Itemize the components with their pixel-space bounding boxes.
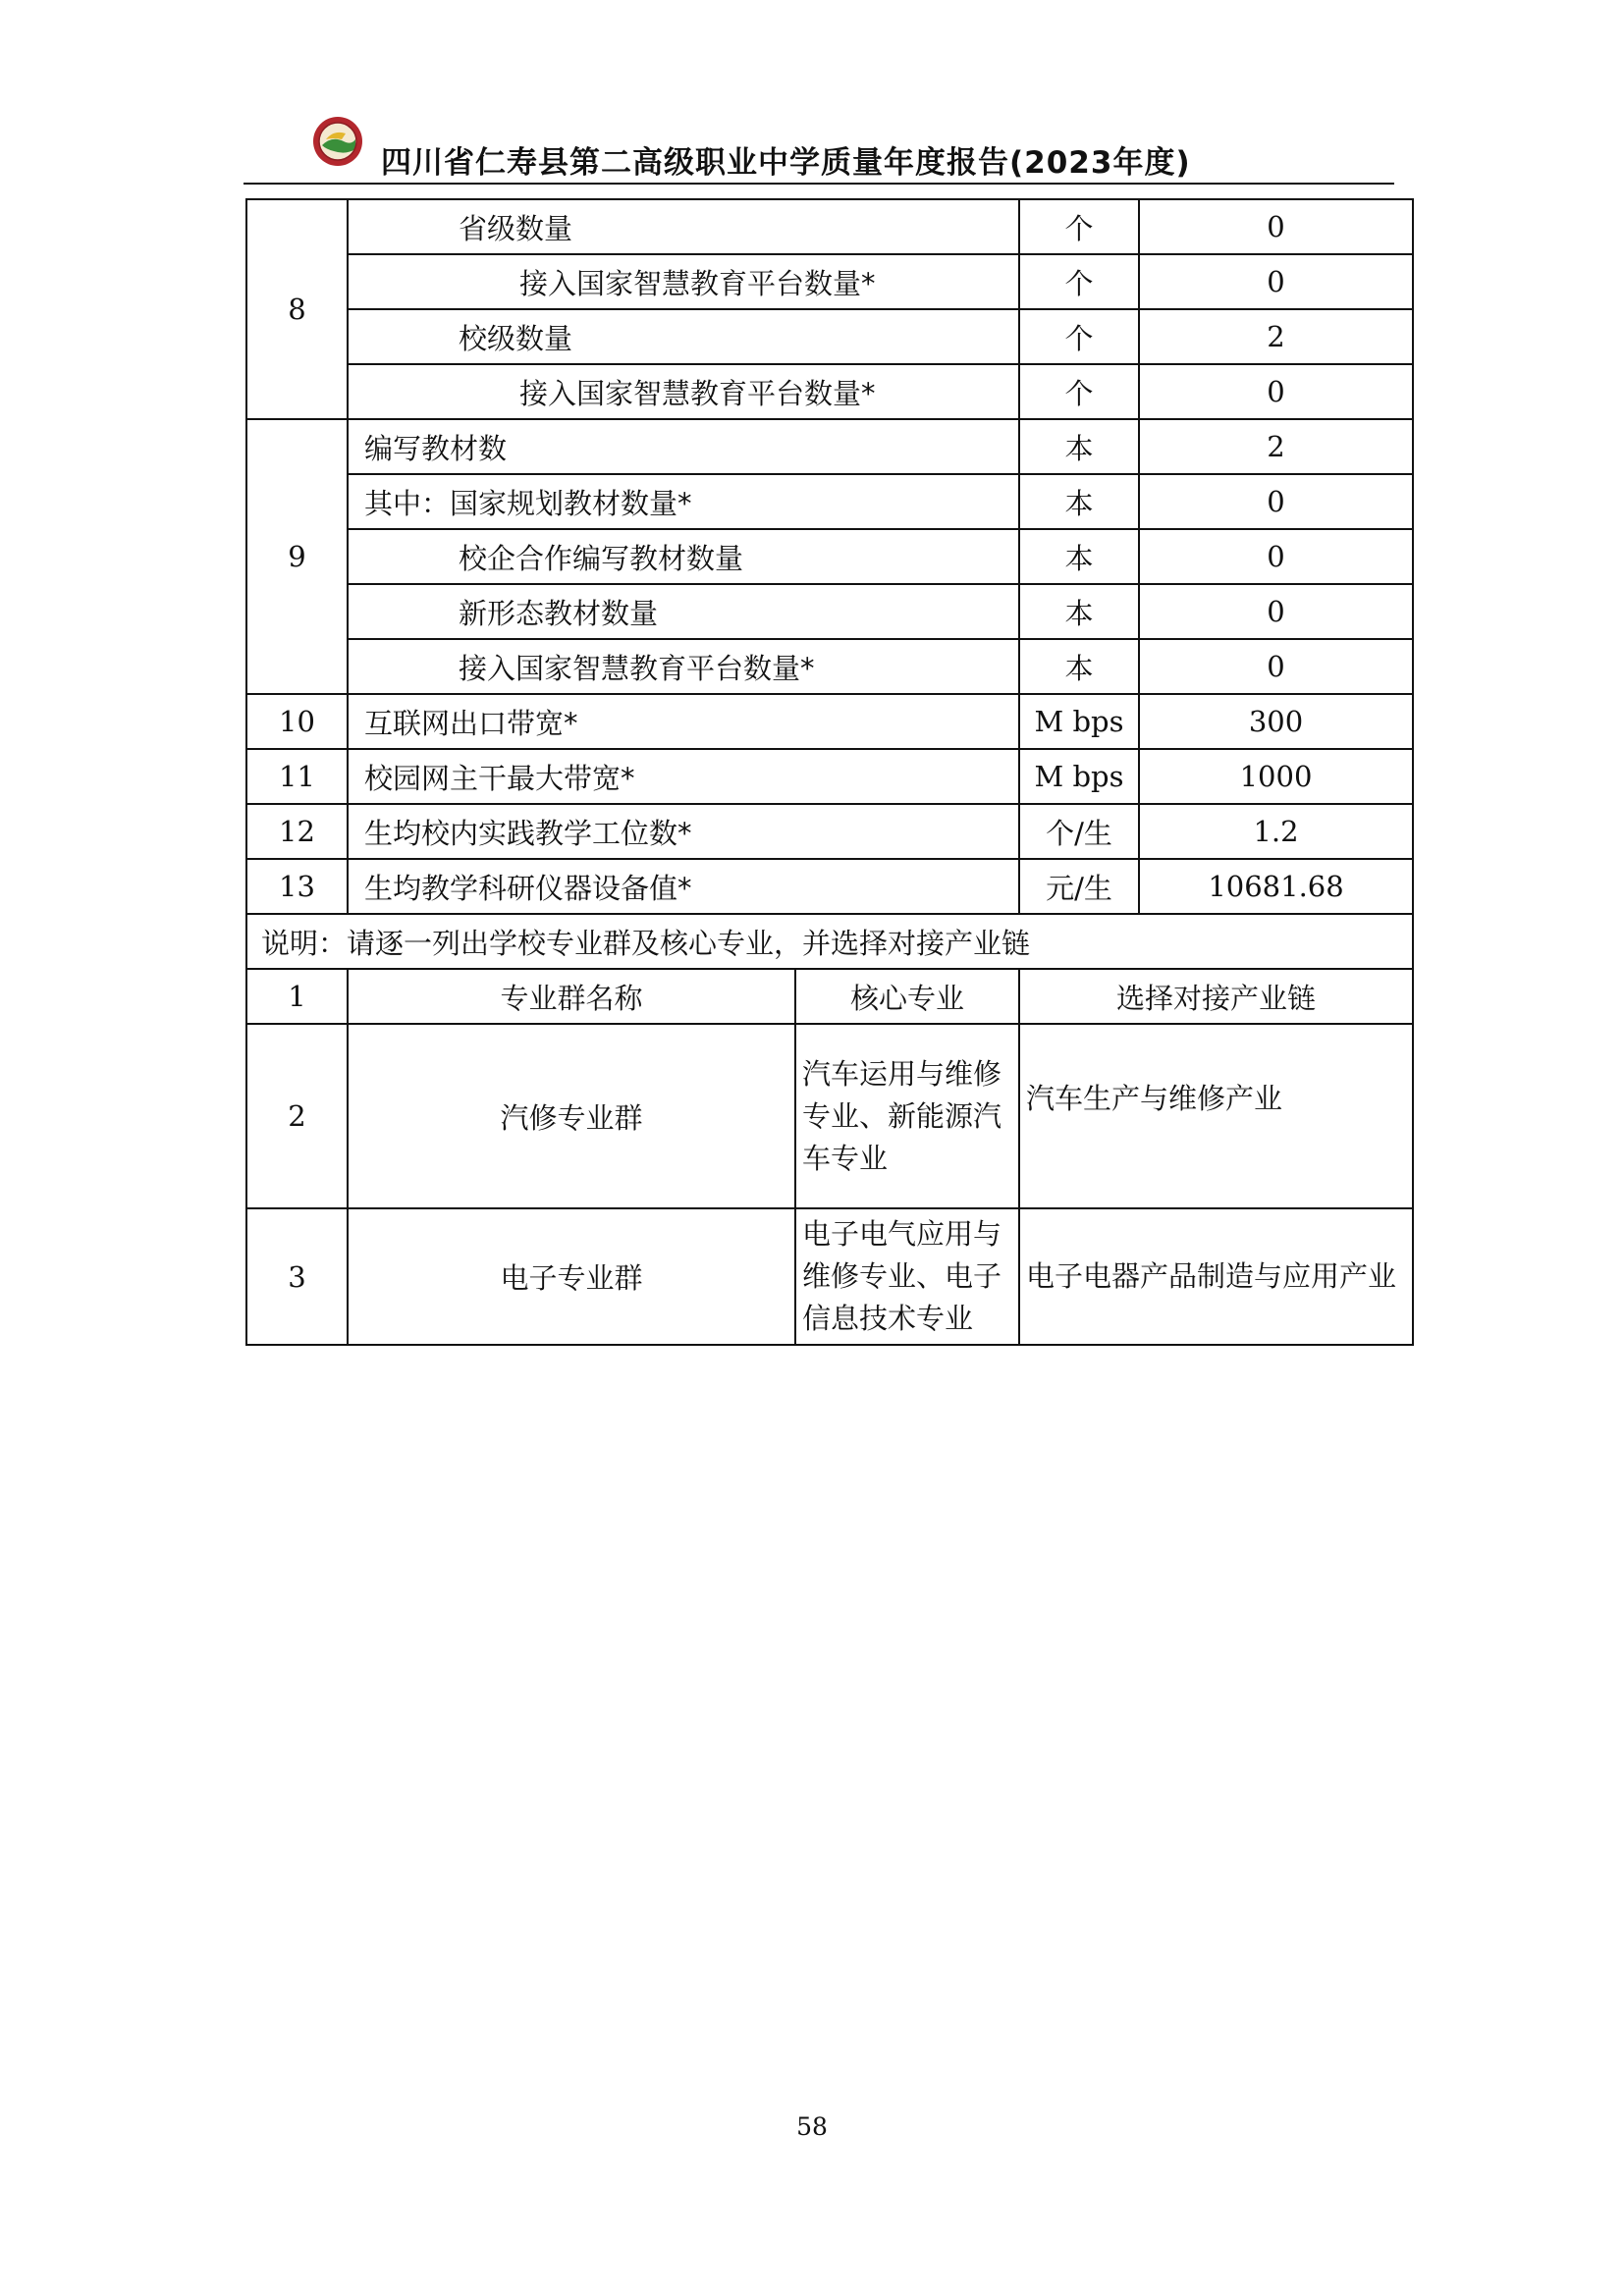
unit-cell: M bps bbox=[1019, 694, 1139, 749]
value-cell: 2 bbox=[1139, 309, 1413, 364]
row-number: 8 bbox=[246, 199, 348, 419]
table-row bbox=[246, 1024, 1413, 1208]
school-logo-icon bbox=[312, 116, 363, 167]
row-number: 1 bbox=[246, 969, 348, 1024]
row-number: 2 bbox=[246, 1024, 348, 1208]
indicator-cell: 互联网出口带宽* bbox=[348, 694, 1019, 749]
indicator-cell: 校企合作编写教材数量 bbox=[348, 529, 1019, 584]
unit-cell: 本 bbox=[1019, 529, 1139, 584]
table-row bbox=[246, 1208, 1413, 1345]
table-row bbox=[246, 419, 1413, 474]
indicator-cell: 新形态教材数量 bbox=[348, 584, 1019, 639]
column-header-group: 专业群名称 bbox=[348, 969, 795, 1024]
unit-cell: 个 bbox=[1019, 199, 1139, 254]
table-row bbox=[246, 804, 1413, 859]
unit-cell: 元/生 bbox=[1019, 859, 1139, 914]
unit-cell: 个 bbox=[1019, 364, 1139, 419]
report-table bbox=[245, 198, 1414, 1346]
unit-cell: M bps bbox=[1019, 749, 1139, 804]
value-cell: 0 bbox=[1139, 254, 1413, 309]
value-cell: 0 bbox=[1139, 199, 1413, 254]
table-row bbox=[246, 694, 1413, 749]
value-cell: 1000 bbox=[1139, 749, 1413, 804]
indicator-cell: 生均校内实践教学工位数* bbox=[348, 804, 1019, 859]
unit-cell: 本 bbox=[1019, 474, 1139, 529]
table-row bbox=[246, 639, 1413, 694]
group-name-cell: 电子专业群 bbox=[348, 1208, 795, 1345]
indicator-cell: 校园网主干最大带宽* bbox=[348, 749, 1019, 804]
core-major-cell: 电子电气应用与维修专业、电子信息技术专业 bbox=[795, 1208, 1019, 1345]
unit-cell: 本 bbox=[1019, 419, 1139, 474]
page-header bbox=[244, 116, 1394, 187]
indicator-cell: 生均教学科研仪器设备值* bbox=[348, 859, 1019, 914]
value-cell: 300 bbox=[1139, 694, 1413, 749]
table-header-row bbox=[246, 969, 1413, 1024]
unit-cell: 个 bbox=[1019, 254, 1139, 309]
document-title: 四川省仁寿县第二高级职业中学质量年度报告(2023年度) bbox=[381, 145, 1191, 181]
table-row bbox=[246, 309, 1413, 364]
row-number: 12 bbox=[246, 804, 348, 859]
industry-chain-cell: 电子电器产品制造与应用产业 bbox=[1019, 1208, 1413, 1345]
core-major-cell: 汽车运用与维修专业、新能源汽车专业 bbox=[795, 1024, 1019, 1208]
row-number: 3 bbox=[246, 1208, 348, 1345]
value-cell: 2 bbox=[1139, 419, 1413, 474]
column-header-core: 核心专业 bbox=[795, 969, 1019, 1024]
row-number: 13 bbox=[246, 859, 348, 914]
column-header-chain: 选择对接产业链 bbox=[1019, 969, 1413, 1024]
header-rule bbox=[244, 183, 1394, 185]
row-number: 10 bbox=[246, 694, 348, 749]
unit-cell: 本 bbox=[1019, 639, 1139, 694]
unit-cell: 个/生 bbox=[1019, 804, 1139, 859]
value-cell: 10681.68 bbox=[1139, 859, 1413, 914]
table-row bbox=[246, 254, 1413, 309]
value-cell: 0 bbox=[1139, 364, 1413, 419]
value-cell: 1.2 bbox=[1139, 804, 1413, 859]
group-name-cell: 汽修专业群 bbox=[348, 1024, 795, 1208]
note-row bbox=[246, 914, 1413, 969]
page-number: 58 bbox=[796, 2112, 828, 2141]
indicator-cell: 接入国家智慧教育平台数量* bbox=[348, 254, 1019, 309]
value-cell: 0 bbox=[1139, 529, 1413, 584]
table-row bbox=[246, 859, 1413, 914]
table-row bbox=[246, 474, 1413, 529]
indicator-cell: 接入国家智慧教育平台数量* bbox=[348, 639, 1019, 694]
table-row bbox=[246, 199, 1413, 254]
value-cell: 0 bbox=[1139, 639, 1413, 694]
indicator-cell: 校级数量 bbox=[348, 309, 1019, 364]
indicator-cell: 接入国家智慧教育平台数量* bbox=[348, 364, 1019, 419]
unit-cell: 本 bbox=[1019, 584, 1139, 639]
row-number: 9 bbox=[246, 419, 348, 694]
table-row bbox=[246, 364, 1413, 419]
value-cell: 0 bbox=[1139, 474, 1413, 529]
value-cell: 0 bbox=[1139, 584, 1413, 639]
table-row bbox=[246, 749, 1413, 804]
row-number: 11 bbox=[246, 749, 348, 804]
indicator-cell: 其中：国家规划教材数量* bbox=[348, 474, 1019, 529]
industry-chain-cell: 汽车生产与维修产业 bbox=[1019, 1024, 1413, 1208]
table-row bbox=[246, 529, 1413, 584]
indicator-cell: 省级数量 bbox=[348, 199, 1019, 254]
note-text: 说明：请逐一列出学校专业群及核心专业，并选择对接产业链 bbox=[246, 914, 1413, 969]
unit-cell: 个 bbox=[1019, 309, 1139, 364]
table-row bbox=[246, 584, 1413, 639]
indicator-cell: 编写教材数 bbox=[348, 419, 1019, 474]
